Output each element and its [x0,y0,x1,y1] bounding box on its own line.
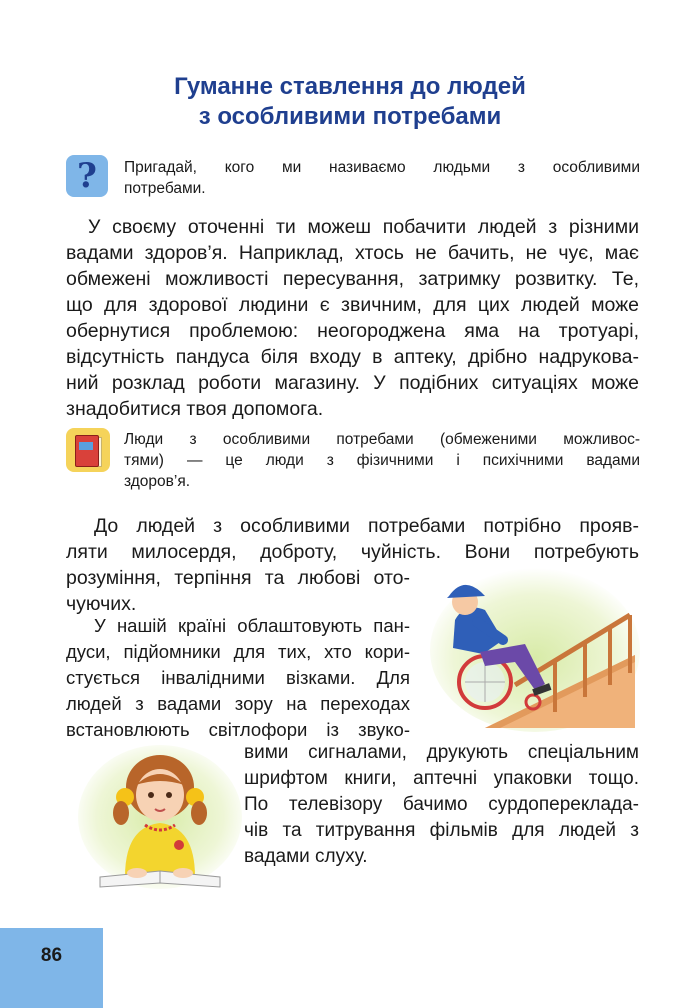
title-line-1: Гуманне ставлення до людей [174,73,526,100]
paragraph-2-full [66,513,639,565]
paragraph-line: шрифтом книги, аптечні упаковки тощо. [244,768,639,789]
paragraph-line: стується інвалідними візками. Для [66,667,410,688]
question-prompt [124,157,640,199]
definition-box [124,429,640,492]
wheelchair-ramp-illustration [425,560,640,735]
paragraph-line: відсутність пандуса біля входу в аптеку, дрібно надрукова- [66,346,639,368]
page-number: 86 [0,928,103,1008]
paragraph-line: У нашій країні облаштовують пан- [94,615,410,636]
paragraph-line: ляти милосердя, доброту, чуйність. Вони потребують [66,541,639,563]
girl-reading-illustration [75,745,245,895]
paragraph-line: чуючих. [66,593,137,615]
question-line: Пригадай, кого ми називаємо людьми з особливими [124,159,640,176]
paragraph-line: чів та титрування фільмів для людей з [244,820,639,841]
definition-line: Люди з особливими потребами (обмеженими можливос- [124,431,640,448]
paragraph-line: встановлюють світлофори із звуко- [66,719,410,740]
paragraph-line: знадобитися твоя допомога. [66,398,324,420]
paragraph-line: вадами здоров’я. Наприклад, хтось не бачить, не чує, має [66,242,639,264]
page-title [0,72,700,132]
paragraph-line: вими сигналами, друкують спеціальним [244,742,639,763]
paragraph-3 [66,613,410,743]
paragraph-line: обмежені можливості пересування, затримку розвитку. Те, [66,268,639,290]
paragraph-line: людей з вадами зору на переходах [66,693,410,714]
paragraph-line: що для здорової людини є звичним, для цих людей може [66,294,639,316]
question-icon: ? [66,155,108,197]
paragraph-line: У своєму оточенні ти можеш побачити людей з різними [88,216,639,238]
definition-line: здоров’я. [124,473,191,490]
paragraph-line: обернутися проблемою: неогороджена яма на тротуарі, [66,320,639,342]
question-line: потребами. [124,180,206,197]
book-icon [66,428,110,472]
paragraph-line: розуміння, терпіння та любові ото- [66,567,410,589]
paragraph-line: дуси, підйомники для тих, хто кори- [66,641,410,662]
paragraph-1 [66,214,639,422]
paragraph-line: ний розклад роботи магазину. У подібних ситуаціях може [66,372,639,394]
paragraph-line: По телевізору бачимо сурдоперекладa- [244,794,639,815]
title-line-2: з особливими потребами [198,103,502,130]
paragraph-line: вадами слуху. [244,846,368,867]
definition-line: тями) — це люди з фізичними і психічними вадами [124,452,640,469]
paragraph-line: До людей з особливими потребами потрібно прояв- [94,515,639,537]
paragraph-3-continued [244,740,639,870]
paragraph-2-wrap [66,565,410,617]
